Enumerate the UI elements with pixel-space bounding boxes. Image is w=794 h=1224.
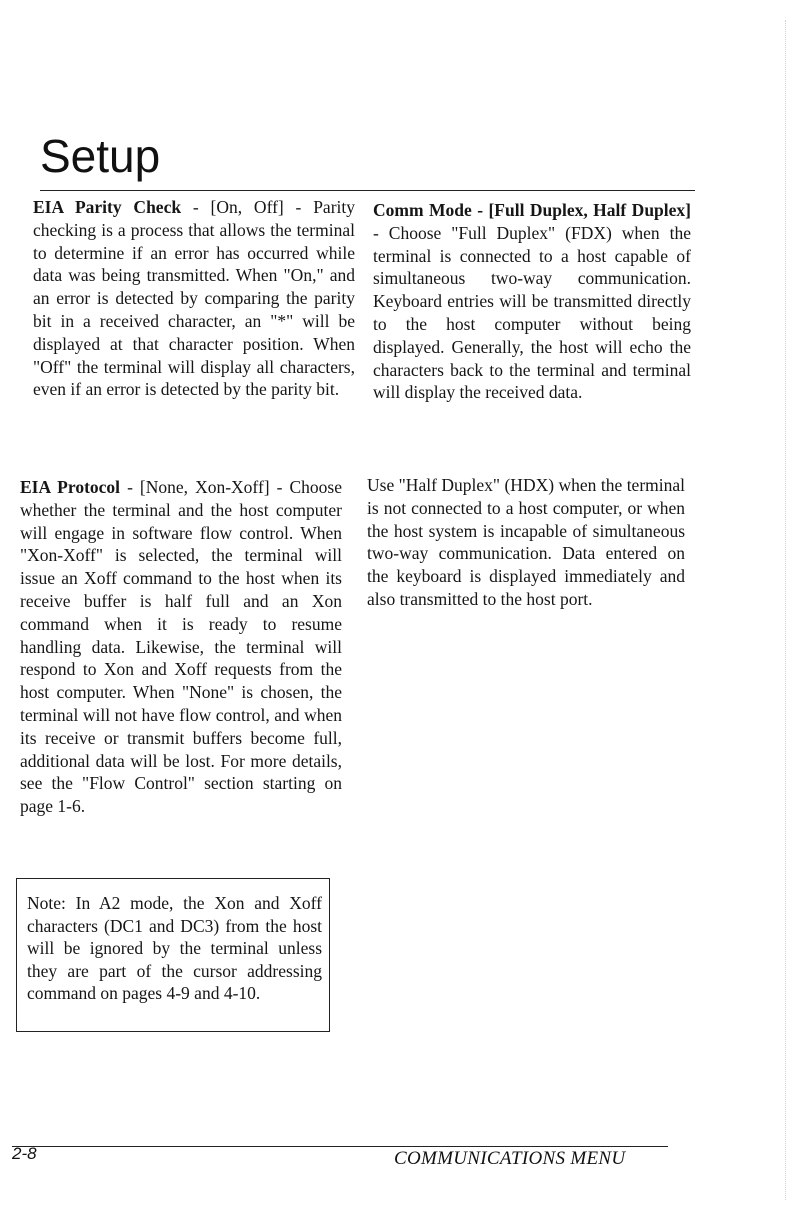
page-title: Setup [40,130,161,182]
section-name: COMMUNICATIONS MENU [394,1148,626,1169]
eia-parity-check-paragraph [33,196,355,401]
half-duplex-paragraph: Use "Half Duplex" (HDX) when the terminal is not connected to a host computer, or when the host system is incapable of simultaneous two-way communication. Data entered on the keyboard is displayed immediately and also transmitted to the host port. [367,475,685,609]
title-rule [40,190,695,191]
eia-protocol-term: EIA Protocol [20,477,121,497]
note-text: Note: In A2 mode, the Xon and Xoff characters (DC1 and DC3) from the host will be ignored by the terminal unless they are part of the cursor addressing command on pages 4-9 and 4-10. [27,893,322,1004]
eia-protocol-paragraph [20,476,342,818]
page-edge [785,20,786,1200]
page-number: 2-8 [12,1144,37,1163]
footer-rule [12,1146,668,1147]
eia-parity-check-text: - [On, Off] - Parity checking is a process that allows the terminal to determine if an error has occurred while data was being transmitted. When "On," and an error is detected by comparing the parity bit in a received character, an "*" will be displayed at that character position. When "Off" the terminal will display all characters, even if an error is detected by the parity bit. [33,197,355,400]
comm-mode-text: - Choose "Full Duplex" (FDX) when the terminal is connected to a host capable of simultaneous two-way communication. Keyboard entries will be transmitted directly to the host computer without being displayed. Generally, the host will echo the characters back to the terminal and terminal will display the received data. [373,222,691,403]
comm-mode-paragraph [373,199,691,404]
eia-protocol-text: - [None, Xon-Xoff] - Choose whether the terminal and the host computer will engage in software flow control. When "Xon-Xoff" is selected, the terminal will issue an Xoff command to the host when its receive buffer is half full and an Xon command when it is ready to resume handling data. Likewise, the terminal will respond to Xon and Xoff requests from the host computer. When "None" is chosen, the terminal will not have flow control, and when its receive or transmit buffers become full, additional data will be lost. For more details, see the "Flow Control" section starting on page 1-6. [20,477,342,817]
comm-mode-term: Comm Mode - [Full Duplex, Half Duplex] [373,200,691,220]
eia-parity-check-term: EIA Parity Check [33,197,182,217]
